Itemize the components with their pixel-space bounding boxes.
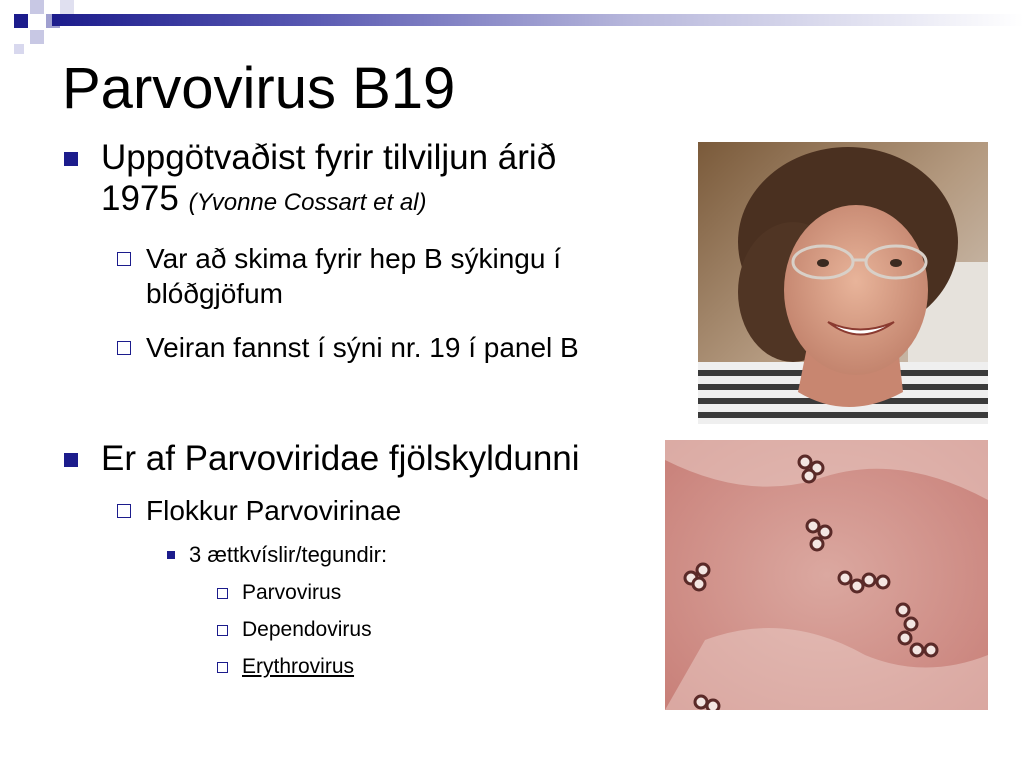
decor-square: [14, 14, 28, 28]
virus-micrograph: [665, 440, 988, 710]
slide-title: Parvovirus B19: [62, 56, 456, 121]
bullet-text: Er af Parvoviridae fjölskyldunni: [101, 439, 580, 478]
genus-dependovirus: Dependovirus: [242, 618, 372, 641]
genus-item: [242, 617, 372, 643]
hollow-square-bullet-icon: [217, 588, 228, 599]
hollow-square-bullet-icon: [117, 341, 131, 355]
bullet-text: Uppgötvaðist fyrir tilviljun árið: [101, 138, 557, 177]
subbullet-text: blóðgjöfum: [146, 278, 283, 309]
hollow-square-bullet-icon: [117, 504, 131, 518]
subbullet-sample: [146, 330, 579, 365]
subbullet-text: Var að skima fyrir hep B sýkingu í: [146, 243, 561, 274]
micrograph-illustration: [665, 440, 988, 710]
portrait-photo: [698, 142, 988, 424]
genus-item: [242, 580, 341, 606]
hollow-square-bullet-icon: [217, 625, 228, 636]
decor-square: [60, 0, 74, 14]
hollow-square-bullet-icon: [117, 252, 131, 266]
genus-parvovirus: Parvovirus: [242, 581, 342, 604]
square-bullet-icon: [64, 152, 78, 166]
genus-item[interactable]: [242, 654, 354, 680]
subbullet-text: Flokkur Parvovirinae: [146, 495, 402, 526]
portrait-illustration: [698, 142, 988, 424]
subsubbullet-genera-heading: [189, 541, 387, 569]
gradient-bar: [52, 14, 1024, 26]
bullet-discovery: [101, 137, 556, 223]
subbullet-screening: [146, 241, 561, 311]
header-decoration: [0, 0, 1024, 40]
subbullet-subfamily: [146, 493, 401, 528]
decor-square: [30, 0, 44, 14]
decor-square: [30, 30, 44, 44]
citation: (Yvonne Cossart et al): [188, 189, 427, 216]
small-square-bullet-icon: [167, 551, 175, 559]
subsubbullet-text: 3 ættkvíslir/tegundir:: [189, 542, 388, 567]
hollow-square-bullet-icon: [217, 662, 228, 673]
subbullet-text: Veiran fannst í sýni nr. 19 í panel B: [146, 332, 579, 363]
decor-square: [14, 44, 24, 54]
square-bullet-icon: [64, 453, 78, 467]
bullet-text-year: 1975: [101, 179, 179, 218]
genus-erythrovirus-link[interactable]: Erythrovirus: [242, 655, 355, 678]
bullet-family: [101, 438, 580, 479]
